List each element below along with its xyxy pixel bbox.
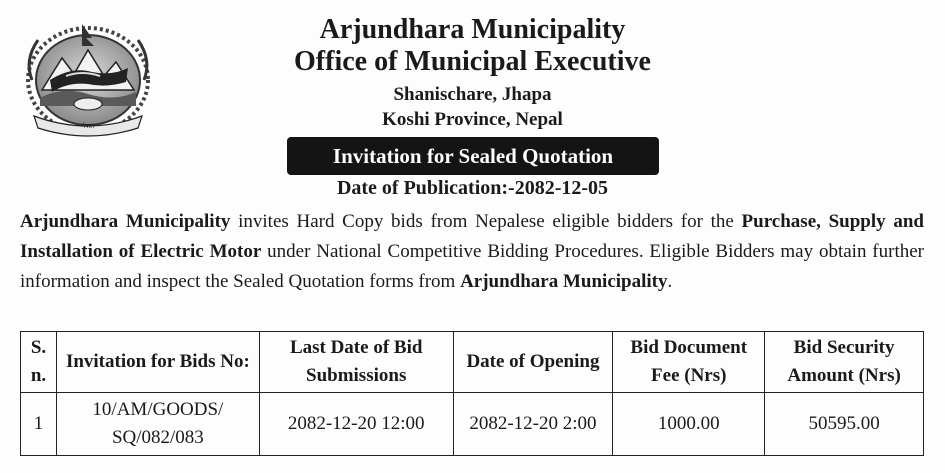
header [180,14,765,132]
cell-bid-no: 10/AM/GOODS/ SQ/082/083 [56,393,259,456]
cell-security: 50595.00 [765,393,924,456]
svg-text:नेपाल: नेपाल [81,123,95,130]
table-header-row [21,332,924,393]
office-title: Office of Municipal Executive [294,46,651,77]
header-security: Bid Security Amount (Nrs) [765,332,924,393]
header-fee: Bid Document Fee (Nrs) [613,332,765,393]
cell-fee: 1000.00 [613,393,765,456]
notice-text-1: invites Hard Copy bids from Nepalese eligible bidders for the [230,211,742,232]
purpose-text: Purchase, Supply and Installation of Electric Motor [20,211,924,262]
org-name-2: Arjundhara Municipality [460,271,668,292]
header-last-date: Last Date of Bid Submissions [259,332,453,393]
banner-text: Invitation for Sealed Quotation [332,143,614,168]
header-opening: Date of Opening [453,332,613,393]
header-bid-no: Invitation for Bids No: [56,332,259,393]
cell-sn: 1 [21,393,57,456]
org-name: Arjundhara Municipality [20,211,231,232]
publication-date: Date of Publication:-2082-12-05 [336,177,609,199]
notice-text-3: . [667,271,673,292]
province-line: Koshi Province, Nepal [382,109,563,130]
municipality-title: Arjundhara Municipality [319,14,626,45]
nepal-government-emblem-icon [22,20,154,142]
cell-opening: 2082-12-20 2:00 [453,393,613,456]
cell-last-date: 2082-12-20 12:00 [259,393,453,456]
notice-banner [287,137,659,175]
location-line: Shanischare, Jhapa [393,84,552,105]
table-row [21,393,924,456]
notice-text-2: under National Competitive Bidding Procedures. Eligible Bidders may obtain further information and inspect the Sealed Quotation forms from [20,241,924,292]
notice-paragraph [20,207,924,297]
header-sn: S. n. [21,332,57,393]
bids-table [20,331,924,456]
